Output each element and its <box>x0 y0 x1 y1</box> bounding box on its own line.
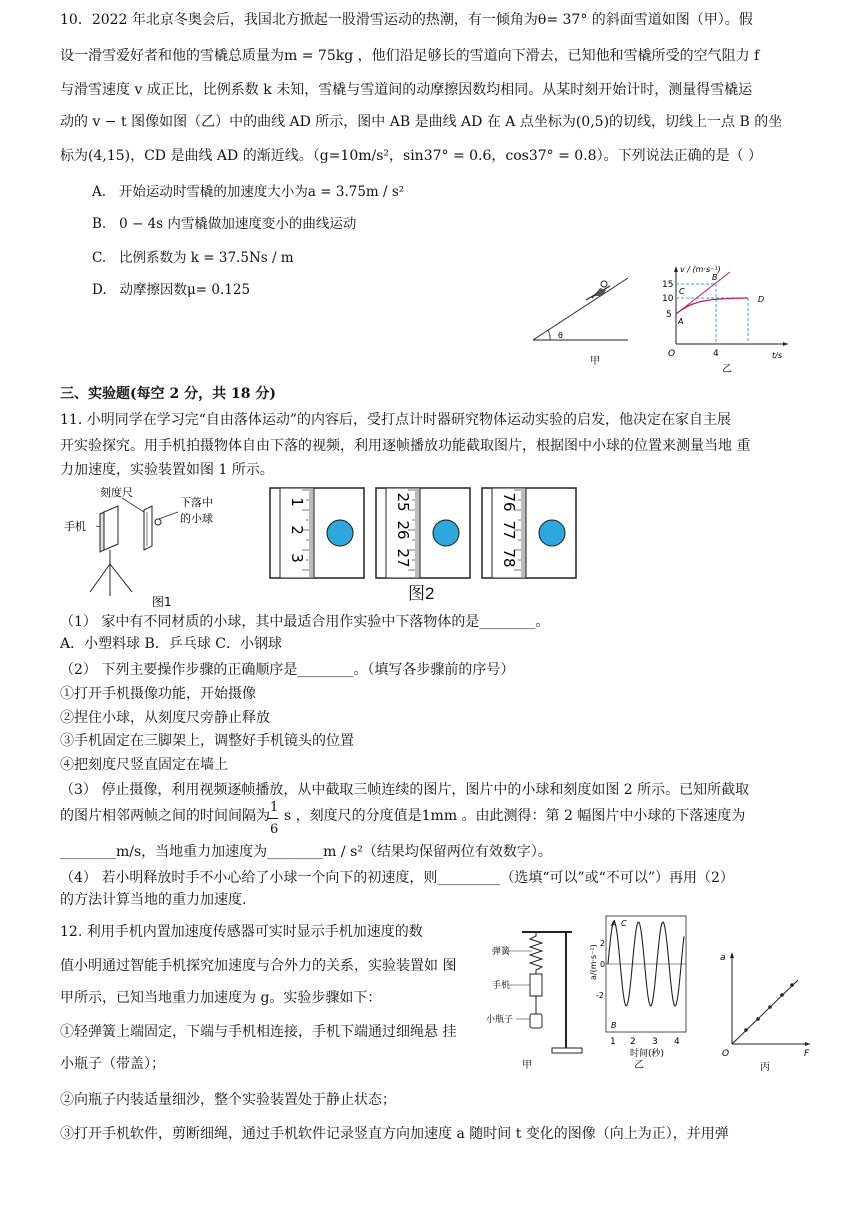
q10-option-a: A. 开始运动时雪橇的加速度大小为a = 3.75m / s² <box>92 184 405 200</box>
q12-line-1: 12. 利用手机内置加速度传感器可实时显示手机加速度的数 <box>60 924 423 940</box>
theta-label: θ <box>558 331 563 340</box>
origin-label: O <box>668 349 676 359</box>
v-axis-label: v / (m·s⁻¹) <box>680 265 721 274</box>
q11-line-1: 11. 小明同学在学习完“自由落体运动”的内容后，受打点计时器研究物体运动实验的启发，他决定在家自主展 <box>60 412 732 428</box>
fraction-bar <box>268 818 278 819</box>
data-point <box>780 993 784 997</box>
ruler-icon <box>144 506 152 550</box>
t-axis-label: t/s <box>772 351 782 360</box>
q12-point-b: B <box>611 1021 617 1030</box>
frame-1 <box>270 488 364 578</box>
ruler-number: 78 <box>500 548 518 568</box>
bing-f-label: F <box>804 1049 810 1059</box>
phone-icon-2 <box>530 974 542 996</box>
point-a: A <box>678 317 684 326</box>
phone-label: 手机 <box>64 520 86 533</box>
q12-line-6: ②向瓶子内装适量细沙，整个实验装置处于静止状态； <box>60 1092 396 1108</box>
ruler-number: 26 <box>394 520 412 540</box>
q12-jia-caption: 甲 <box>522 1060 532 1071</box>
bottle-icon <box>530 1014 542 1028</box>
q12-figure-bing <box>716 948 816 1073</box>
q11-step-3: ③手机固定在三脚架上，调整好手机镜头的位置 <box>60 733 354 749</box>
q11-figure-1 <box>60 480 260 612</box>
q12-xtick-4: 4 <box>674 1037 680 1047</box>
q11-part-1: （1） 家中有不同材质的小球，其中最适合用作实验中下落物体的是________。 <box>60 614 550 630</box>
point-c: C <box>679 287 685 296</box>
ball-1 <box>327 520 353 546</box>
ruler-number: 2 <box>288 525 306 535</box>
ytick-10: 10 <box>662 294 674 304</box>
ball-3 <box>539 520 565 546</box>
q12-point-a: A <box>611 919 617 928</box>
frame-3 <box>482 488 576 578</box>
q11-line-2: 开实验探究。用手机拍摄物体自由下落的视频，利用逐帧播放功能截取图片，根据图中小球的位置来测量当地 重 <box>60 438 751 454</box>
tripod-icon <box>90 550 132 596</box>
spring-label: 弹簧 <box>492 947 511 957</box>
q12-xtick-2: 2 <box>630 1037 636 1047</box>
phone-label-2: 手机 <box>492 981 511 991</box>
q12-ytick-2: 2 <box>600 939 606 948</box>
q11-step-2: ②捏住小球，从刻度尺旁静止释放 <box>60 710 270 726</box>
q10-line-5: 标为(4,15)，CD 是曲线 AD 的渐近线。（g=10m/s²，sin37° = 0.6，cos37° = 0.8）。下列说法正确的是（ ） <box>60 148 763 164</box>
q11-part-2: （2） 下列主要操作步骤的正确顺序是________。（填写各步骤前的序号） <box>60 662 515 678</box>
q12-line-3: 甲所示，已知当地重力加速度为 g。实验步骤如下： <box>60 990 382 1006</box>
q12-xtick-3: 3 <box>652 1037 658 1047</box>
q12-ytick-m2: -2 <box>596 991 604 1000</box>
phone-icon <box>100 506 118 552</box>
q12-point-c: C <box>621 919 627 928</box>
q11-part-1-options: A．小塑料球 B．乒乓球 C．小钢球 <box>60 636 283 652</box>
ruler-number: 25 <box>394 492 412 512</box>
ball-label-2: 的小球 <box>180 512 213 525</box>
q11-part-3-b-pre: 的图片相邻两帧之间的时间间隔为 <box>60 808 270 824</box>
spring-icon <box>530 932 542 974</box>
ruler-number: 1 <box>288 497 306 507</box>
section-title: 三、实验题(每空 2 分，共 18 分) <box>60 386 276 402</box>
q11-step-4: ④把刻度尺竖直固定在墙上 <box>60 757 228 773</box>
data-point <box>790 983 794 987</box>
fig2-caption: 图2 <box>408 584 435 603</box>
xtick-4: 4 <box>713 349 719 359</box>
q10-option-b: B. 0 − 4s 内雪橇做加速度变小的曲线运动 <box>92 216 357 232</box>
point-b: B <box>712 273 718 282</box>
q10-figure-yi <box>660 262 795 377</box>
q11-step-1: ①打开手机摄像功能，开始摄像 <box>60 686 256 702</box>
bing-origin: O <box>722 1049 730 1059</box>
q12-xtick-1: 1 <box>610 1037 616 1047</box>
q12-figure-jia <box>486 922 586 1072</box>
ball-label-1: 下落中 <box>180 496 213 509</box>
q12-time-label: 时间(秒) <box>630 1049 665 1059</box>
q12-a-axis-label: a/(m·s⁻²) <box>589 944 598 980</box>
q10-option-d: D. 动摩擦因数μ= 0.125 <box>92 282 251 298</box>
ruler-label: 刻度尺 <box>100 486 133 499</box>
fraction-numerator: 1 <box>270 800 279 815</box>
data-point <box>768 1005 772 1009</box>
q12-ytick-0: 0 <box>600 960 606 969</box>
q12-line-5: 小瓶子（带盖）； <box>60 1056 165 1072</box>
point-d: D <box>758 295 765 304</box>
ytick-15: 15 <box>662 280 674 290</box>
fraction-denominator: 6 <box>270 822 279 837</box>
q12-line-2: 值小明通过智能手机探究加速度与合外力的关系，实验装置如 图 <box>60 958 457 974</box>
data-point <box>744 1028 748 1032</box>
data-point <box>756 1017 760 1021</box>
q11-part-4-a: （4） 若小明释放时手不小心给了小球一个向下的初速度，则_________（选填“可以”或“不可以”）再用（2） <box>60 870 734 886</box>
ytick-5: 5 <box>666 310 672 320</box>
q11-part-3-c: ________m/s，当地重力加速度为________m / s²（结果均保留两位有效数字）。 <box>60 844 552 860</box>
q10-option-c: C. 比例系数为 k = 37.5Ns / m <box>92 250 294 266</box>
q10-figure-jia <box>528 270 638 370</box>
ruler-number: 3 <box>288 553 306 563</box>
q12-bing-caption: 丙 <box>760 1062 770 1073</box>
q12-line-4: ①轻弹簧上端固定，下端与手机相连接，手机下端通过细绳悬 挂 <box>60 1024 457 1040</box>
ball-icon <box>155 519 161 525</box>
q10-line-2: 设一滑雪爱好者和他的雪橇总质量为m = 75kg ，他们沿足够长的雪道向下滑去，已知他和雪橇所受的空气阻力 f <box>60 48 760 64</box>
q10-line-1: 10．2022 年北京冬奥会后，我国北方掀起一股滑雪运动的热潮，有一倾角为θ= 37° 的斜面雪道如图（甲）。假 <box>60 12 753 28</box>
q12-figure-yi <box>590 910 700 1070</box>
q11-part-4-b: 的方法计算当地的重力加速度. <box>60 892 247 908</box>
q10-line-3: 与滑雪速度 v 成正比，比例系数 k 未知，雪橇与雪道间的动摩擦因数均相同。从某时刻开始计时，测量得雪橇运 <box>60 82 753 98</box>
fig-yi-caption: 乙 <box>722 364 732 375</box>
ball-2 <box>433 520 459 546</box>
q11-line-3: 力加速度，实验装置如图 1 所示。 <box>60 462 274 478</box>
ruler-number: 77 <box>500 520 518 540</box>
bottle-label: 小瓶子 <box>486 1015 514 1025</box>
ruler-number: 27 <box>394 548 412 568</box>
q12-yi-caption: 乙 <box>634 1060 644 1071</box>
q11-figure-2 <box>268 486 580 606</box>
ruler-number: 76 <box>500 492 518 512</box>
q10-line-4: 动的 v − t 图像如图（乙）中的曲线 AD 所示，图中 AB 是曲线 AD 在 A 点坐标为(0,5)的切线，切线上一点 B 的坐 <box>60 114 783 130</box>
bing-a-label: a <box>720 953 726 963</box>
frame-2 <box>376 488 470 578</box>
q11-part-3-a: （3） 停止摄像，利用视频逐帧播放，从中截取三帧连续的图片，图片中的小球和刻度如图 2 所示。已知所截取 <box>60 782 750 798</box>
q11-part-3-b-post: s ，刻度尺的分度值是1mm 。由此测得：第 2 幅图片中小球的下落速度为 <box>284 808 746 824</box>
q12-line-7: ③打开手机软件，剪断细绳，通过手机软件记录竖直方向加速度 a 随时间 t 变化的图像（向上为正），并用弹 <box>60 1126 729 1142</box>
fig-jia-caption: 甲 <box>590 356 600 367</box>
fig1-caption: 图1 <box>152 595 172 609</box>
